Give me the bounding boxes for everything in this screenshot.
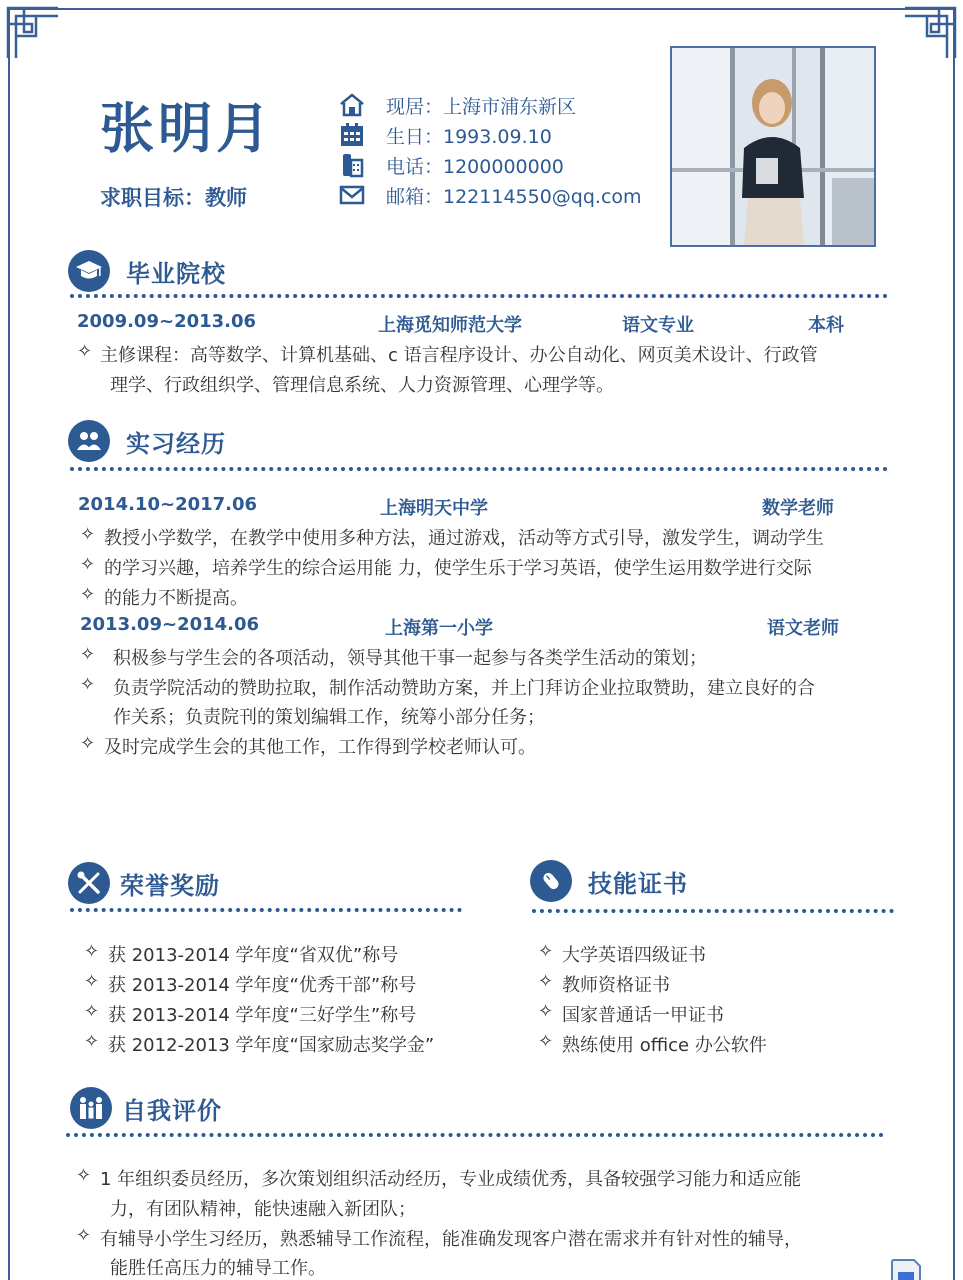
skill-item: 熟练使用 office 办公软件 [562, 1035, 767, 1056]
home-icon [338, 91, 366, 119]
skills-title: 技能证书 [588, 869, 688, 898]
job-desc-line: 及时完成学生会的其他工作，工作得到学校老师认可。 [104, 737, 536, 758]
bullet-icon: ✧ [80, 524, 96, 545]
education-major: 语文专业 [622, 315, 694, 336]
job-objective: 求职目标：教师 [100, 186, 247, 210]
tools-icon [68, 862, 110, 904]
bullet-icon: ✧ [538, 971, 554, 992]
job-role: 语文老师 [767, 618, 839, 639]
people-icon [68, 420, 110, 462]
bullet-icon: ✧ [538, 1001, 554, 1022]
bullet-icon: ✧ [76, 1165, 92, 1186]
section-divider [70, 908, 462, 912]
bullet-icon: ✧ [80, 644, 96, 665]
courses-line: 主修课程：高等数学、计算机基础、c 语言程序设计、办公自动化、网页美术设计、行政管 [100, 345, 818, 366]
job-org: 上海第一小学 [385, 618, 493, 639]
bullet-icon: ✧ [77, 341, 93, 362]
skill-item: 教师资格证书 [562, 975, 670, 996]
education-heading [68, 250, 226, 292]
education-title: 毕业院校 [126, 259, 226, 288]
bullet-icon: ✧ [80, 674, 96, 695]
location-text: 现居：上海市浦东新区 [386, 95, 577, 118]
document-icon [890, 1258, 922, 1280]
bullet-icon: ✧ [84, 1031, 100, 1052]
family-icon [70, 1087, 112, 1129]
section-divider [66, 1133, 884, 1137]
mail-icon [338, 181, 366, 209]
job-desc-line: 作关系；负责院刊的策划编辑工作，统筹小部分任务； [113, 707, 545, 728]
honor-item: 获 2013-2014 学年度“省双优”称号 [108, 945, 399, 966]
education-period: 2009.09~2013.06 [77, 311, 257, 332]
self-eval-line: 有辅导小学生习经历，熟悉辅导工作流程，能准确发现客户潜在需求并有针对性的辅导， [100, 1229, 802, 1250]
honor-item: 获 2013-2014 学年度“三好学生”称号 [108, 1005, 417, 1026]
job-period: 2013.09~2014.06 [80, 614, 260, 635]
skill-item: 大学英语四级证书 [562, 945, 706, 966]
bullet-icon: ✧ [80, 554, 96, 575]
honor-item: 获 2013-2014 学年度“优秀干部”称号 [108, 975, 417, 996]
job-period: 2014.10~2017.06 [78, 494, 258, 515]
contact-info [338, 90, 642, 210]
courses-line: 理学、行政组织学、管理信息系统、人力资源管理、心理学等。 [110, 375, 614, 396]
job-desc-line: 负责学院活动的赞助拉取，制作活动赞助方案，并上门拜访企业拉取赞助，建立良好的合 [113, 678, 815, 699]
mouse-icon [530, 860, 572, 902]
self-eval-line: 1 年组织委员经历，多次策划组织活动经历，专业成绩优秀，具备较强学习能力和适应能 [100, 1169, 802, 1190]
self-eval-title: 自我评价 [122, 1096, 222, 1125]
bullet-icon: ✧ [80, 733, 96, 754]
self-eval-line: 能胜任高压力的辅导工作。 [110, 1258, 326, 1279]
job-role: 数学老师 [762, 498, 834, 519]
job-desc-line: 积极参与学生会的各项活动，领导其他干事一起参与各类学生活动的策划； [113, 648, 707, 669]
job-desc-line: 教授小学数学，在教学中使用多种方法，通过游戏，活动等方式引导，激发学生，调动学生 [104, 528, 824, 549]
calendar-icon [338, 121, 366, 149]
corner-ornament-icon [903, 6, 957, 60]
skills-heading [530, 860, 688, 902]
contact-phone [338, 150, 642, 180]
bullet-icon: ✧ [538, 941, 554, 962]
profile-photo [670, 46, 876, 247]
phone-text: 电话：1200000000 [386, 155, 564, 178]
self-eval-line: 力，有团队精神，能快速融入新团队； [110, 1199, 416, 1220]
honors-heading [68, 862, 220, 904]
corner-ornament-icon [6, 6, 60, 60]
contact-birthday [338, 120, 642, 150]
experience-heading [68, 420, 226, 462]
experience-title: 实习经历 [126, 429, 226, 458]
education-degree: 本科 [808, 315, 844, 336]
candidate-name: 张明月 [100, 97, 274, 160]
section-divider [70, 294, 888, 298]
section-divider [532, 909, 894, 913]
honor-item: 获 2012-2013 学年度“国家励志奖学金” [108, 1035, 435, 1056]
graduation-cap-icon [68, 250, 110, 292]
bullet-icon: ✧ [84, 971, 100, 992]
honors-title: 荣誉奖励 [120, 871, 220, 900]
phone-icon [338, 151, 366, 179]
section-divider [70, 467, 888, 471]
education-school: 上海觅知师范大学 [378, 315, 522, 336]
bullet-icon: ✧ [76, 1225, 92, 1246]
email-text: 邮箱：122114550@qq.com [386, 185, 642, 208]
job-org: 上海明天中学 [380, 498, 488, 519]
job-desc-line: 的学习兴趣，培养学生的综合运用能 力，使学生乐于学习英语，使学生运用数学进行交际 [104, 558, 812, 579]
bullet-icon: ✧ [84, 941, 100, 962]
bullet-icon: ✧ [84, 1001, 100, 1022]
contact-email [338, 180, 642, 210]
job-desc-line: 的能力不断提高。 [104, 588, 248, 609]
birthday-text: 生日：1993.09.10 [386, 125, 552, 148]
bullet-icon: ✧ [80, 584, 96, 605]
skill-item: 国家普通话一甲证书 [562, 1005, 724, 1026]
contact-location [338, 90, 642, 120]
self-eval-heading [70, 1087, 222, 1129]
bullet-icon: ✧ [538, 1031, 554, 1052]
